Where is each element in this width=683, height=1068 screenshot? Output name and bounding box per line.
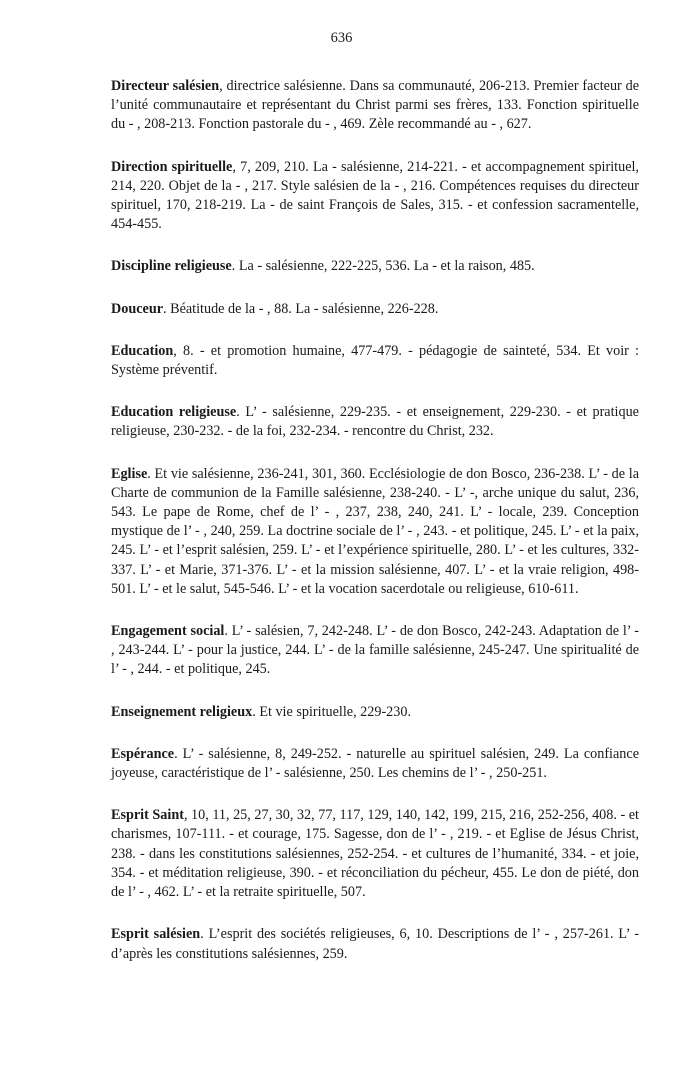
index-entry — [111, 925, 639, 963]
index-entry — [111, 257, 639, 276]
entry-headword: Education — [111, 342, 174, 359]
entry-text: . L’ - salésienne, 8, 249-252. - naturelle au spirituel salésien, 249. La confiance joyeuse, caractéristique de l’ - salésienne, 250. Les chemins de l’ - , 250-251. — [111, 745, 639, 782]
entry-text: . Et vie salésienne, 236-241, 301, 360. Ecclésiologie de don Bosco, 236-238. L’ - de la Charte de communion de la Famille salésienne, 238-240. - L’ -, arche unique du salut, 236, 543. Le pape de Rome, chef de l’ - , 237, 238, 240, 241. L’ - locale, 239. Conception mystique de l’ - , 240, 259. La doctrine sociale de l’ - , 243. - et politique, 245. L’ - et la paix, 245. L’ - et l’esprit salésien, 259. L’ - et l’expérience spirituelle, 280. L’ - et les cultures, 332-337. L’ - et Marie, 371-376. L’ - et la mission salésienne, 407. L’ - et la vraie religion, 498-501. L’ - et le salut, 545-546. L’ - et la vocation sacerdotale ou religieuse, 610-611. — [111, 465, 639, 597]
entry-text: . L’ - salésienne, 229-235. - et enseignement, 229-230. - et pratique religieuse, 230-232. - de la foi, 232-234. - rencontre du Christ, 232. — [111, 404, 639, 440]
index-entry — [111, 622, 639, 680]
entry-headword: Eglise — [111, 465, 148, 482]
index-entry — [111, 745, 639, 783]
page-number: 636 — [330, 30, 353, 46]
index-entries — [111, 77, 639, 987]
entry-headword: Education religieuse — [111, 404, 237, 421]
index-entry — [111, 342, 639, 380]
index-entry — [111, 403, 639, 441]
index-entry — [111, 158, 639, 235]
entry-text: . Et vie spirituelle, 229-230. — [252, 703, 412, 720]
index-entry — [111, 465, 639, 599]
index-entry — [111, 77, 639, 135]
entry-text: . L’esprit des sociétés religieuses, 6, 10. Descriptions de l’ - , 257-261. L’ - d’après les constitutions salésiennes, 259. — [111, 926, 640, 962]
entry-headword: Douceur — [111, 300, 164, 317]
entry-text: , directrice salésienne. Dans sa communauté, 206-213. Premier facteur de l’unité communautaire et représentant du Christ parmi ses frères, 133. Fonction spirituelle du - , 208-213. Fonction pastorale du - , 469. Zèle recommandé au - , 627. — [111, 78, 639, 133]
index-entry — [111, 300, 639, 319]
entry-text: . Béatitude de la - , 88. La - salésienne, 226-228. — [163, 300, 439, 317]
entry-text: , 8. - et promotion humaine, 477-479. - pédagogie de sainteté, 534. Et voir : Système préventif. — [111, 342, 639, 379]
entry-headword: Enseignement religieux — [111, 703, 253, 720]
entry-headword: Esprit Saint — [111, 807, 184, 824]
entry-headword: Engagement social — [111, 623, 225, 640]
entry-text: , 10, 11, 25, 27, 30, 32, 77, 117, 129, 140, 142, 199, 215, 216, 252-256, 408. - et charismes, 107-111. - et courage, 175. Sagesse, don de l’ - , 219. - et Eglise de Jésus Christ, 238. - dans les constitutions salésiennes, 252-254. - et cultures de l’humanité, 334. - et joie, 354. - et méditation religieuse, 390. - et réconciliation du pécheur, 455. Le don de piété, don de l’ - , 462. L’ - et la retraite spirituelle, 507. — [111, 807, 639, 901]
entry-headword: Direction spirituelle — [111, 158, 233, 175]
entry-headword: Esprit salésien — [111, 926, 201, 943]
index-entry — [111, 703, 639, 722]
entry-headword: Espérance — [111, 745, 175, 762]
entry-headword: Discipline religieuse — [111, 258, 232, 275]
entry-text: . L’ - salésien, 7, 242-248. L’ - de don Bosco, 242-243. Adaptation de l’ - , 243-244. L’ - pour la justice, 244. L’ - de la famille salésienne, 245-247. Une spiritualité de l’ - , 244. - et politique, 245. — [111, 623, 639, 678]
entry-headword: Directeur salésien — [111, 78, 220, 94]
entry-text: , 7, 209, 210. La - salésienne, 214-221. - et accompagnement spirituel, 214, 220. Objet de la - , 217. Style salésien de la - , 216. Compétences requises du directeur spirituel, 170, 218-219. La - de saint François de Sales, 315. - et confession sacramentelle, 454-455. — [111, 158, 639, 233]
entry-text: . La - salésienne, 222-225, 536. La - et la raison, 485. — [231, 258, 535, 275]
index-entry — [111, 806, 639, 902]
